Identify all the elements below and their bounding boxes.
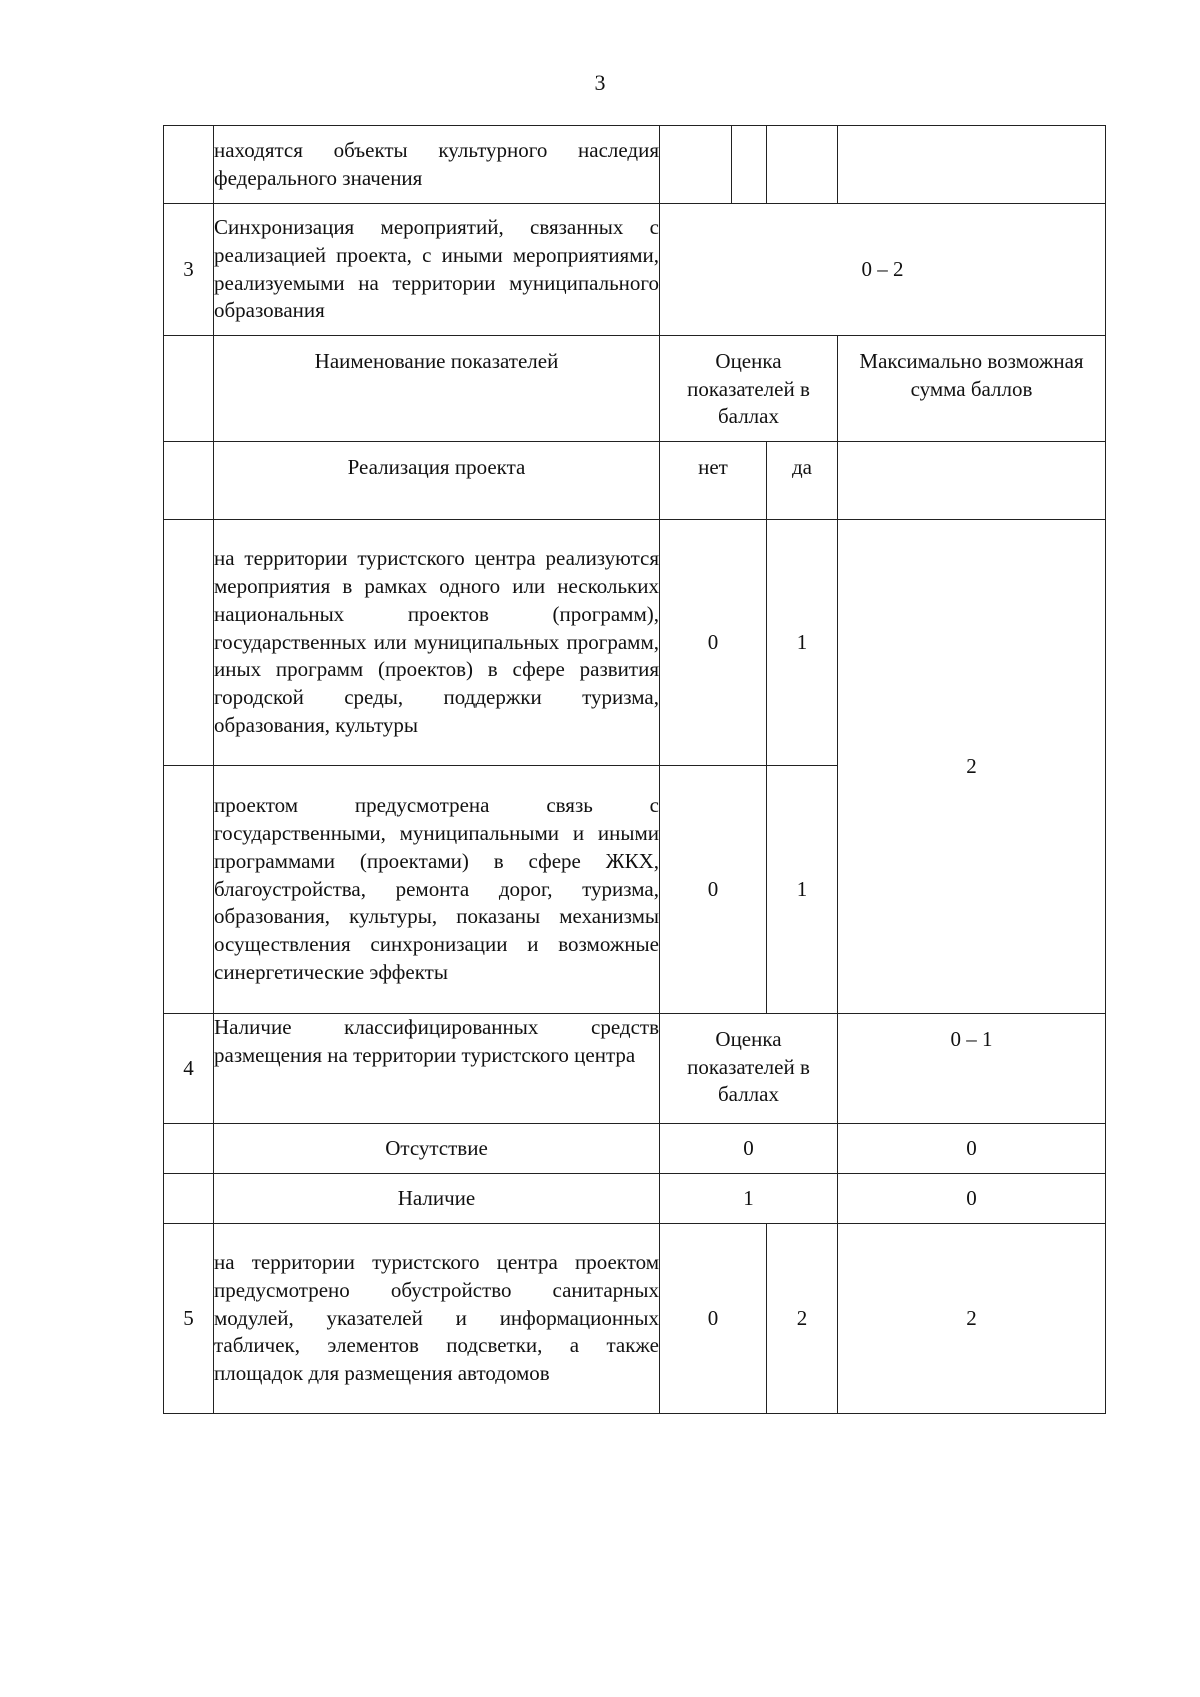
criterion-text: на территории туристского центра проектом предусмотрено обустройство санитарных модулей, указателей и информационных табличек, элементов подсветки, а также площадок для размещения автодомов — [214, 1224, 660, 1414]
table-row — [164, 1174, 1106, 1224]
implementation-label: Реализация проекта — [214, 442, 660, 520]
empty-cell — [838, 442, 1106, 520]
subcriterion-text: проектом предусмотрена связь с государственными, муниципальными и иными программами (проектами) в сфере ЖКХ, благоустройства, ремонта дорог, туризма, образования, культуры, показаны механизмы осуществления синхронизации и возможные синергетические эффекты — [214, 766, 660, 1014]
row-text-cell: находятся объекты культурного наследия федерального значения — [214, 126, 660, 204]
score-range: 0 – 2 — [660, 204, 1106, 336]
page-number: 3 — [594, 70, 606, 95]
row-number: 3 — [164, 204, 214, 336]
row-number-cell — [164, 766, 214, 1014]
max-score: 2 — [838, 520, 1106, 1014]
row-number: 5 — [164, 1224, 214, 1414]
table-row — [164, 1124, 1106, 1174]
criterion-text: Синхронизация мероприятий, связанных с реализацией проекта, с иными мероприятиями, реализуемыми на территории муниципального образования — [214, 204, 660, 336]
yes-label: да — [767, 442, 838, 520]
table-row — [164, 1224, 1106, 1414]
score-no: 0 — [660, 520, 767, 766]
empty-cell — [660, 126, 732, 204]
header-max: Максимально возможная сумма баллов — [838, 336, 1106, 442]
score-yes: 1 — [767, 766, 838, 1014]
row-number-cell — [164, 126, 214, 204]
option-score: 0 — [660, 1124, 838, 1174]
criterion-text: Наличие классифицированных средств размещения на территории туристского центра — [214, 1014, 660, 1124]
empty-cell — [838, 126, 1106, 204]
table-row — [164, 520, 1106, 766]
score-yes: 1 — [767, 520, 838, 766]
option-max: 0 — [838, 1174, 1106, 1224]
subcriterion-text: на территории туристского центра реализуются мероприятия в рамках одного или нескольких национальных проектов (программ), государственных или муниципальных программ, иных программ (проектов) в сфере развития городской среды, поддержки туризма, образования, культуры — [214, 520, 660, 766]
score-no: 0 — [660, 766, 767, 1014]
option-score: 1 — [660, 1174, 838, 1224]
row-number-cell — [164, 442, 214, 520]
empty-cell — [767, 126, 838, 204]
row-number-cell — [164, 336, 214, 442]
score-range: 0 – 1 — [838, 1014, 1106, 1124]
table-row — [164, 1014, 1106, 1124]
row-number-cell — [164, 520, 214, 766]
score-yes: 2 — [767, 1224, 838, 1414]
option-label: Отсутствие — [214, 1124, 660, 1174]
option-max: 0 — [838, 1124, 1106, 1174]
no-label: нет — [660, 442, 767, 520]
table-row — [164, 126, 1106, 204]
row-number-cell — [164, 1124, 214, 1174]
header-score: Оценка показателей в баллах — [660, 336, 838, 442]
row-number: 4 — [164, 1014, 214, 1124]
row-number-cell — [164, 1174, 214, 1224]
empty-cell — [732, 126, 767, 204]
criteria-table — [163, 125, 1106, 1414]
header-name: Наименование показателей — [214, 336, 660, 442]
option-label: Наличие — [214, 1174, 660, 1224]
table-header-row — [164, 336, 1106, 442]
max-score: 2 — [838, 1224, 1106, 1414]
score-no: 0 — [660, 1224, 767, 1414]
table-row — [164, 442, 1106, 520]
table-row — [164, 204, 1106, 336]
score-label: Оценка показателей в баллах — [660, 1014, 838, 1124]
